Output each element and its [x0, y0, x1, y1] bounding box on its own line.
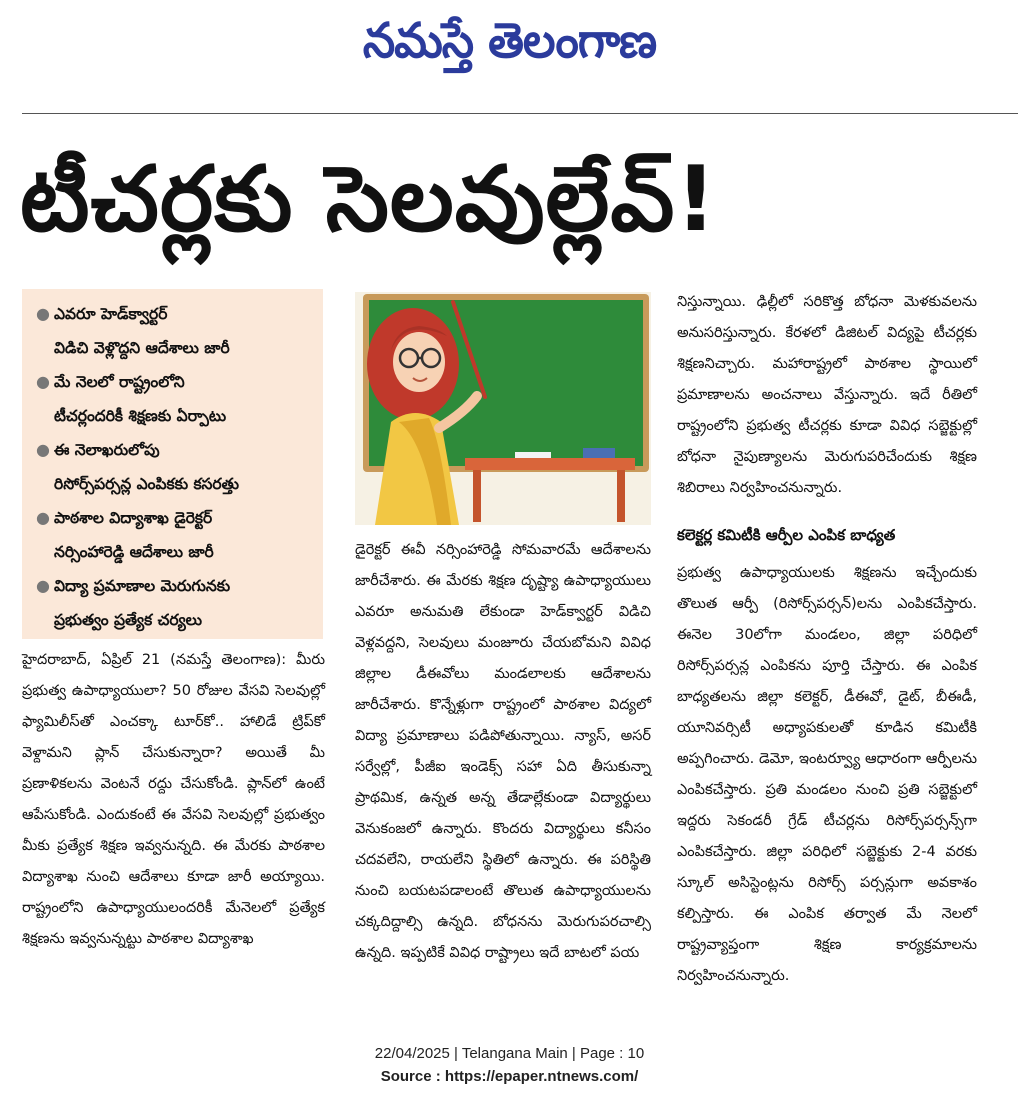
highlight-item: [34, 501, 317, 569]
highlights-box: [22, 289, 323, 639]
highlight-line: నర్సింహారెడ్డి ఆదేశాలు జారీ: [54, 543, 214, 561]
article-column-middle: [355, 535, 651, 969]
article-paragraph: ప్రభుత్వ ఉపాధ్యాయులకు శిక్షణను ఇచ్చేందుకు తొలుత ఆర్పీ (రిసోర్స్‌పర్సన్)లను ఎంపికచేస్తారు. ఈనెల 30లోగా మండలం, జిల్లా పరిధిలో రిసోర్స్‌పర్సన్ల ఎంపికను పూర్తి చేస్తారు. ఈ ఎంపిక బాధ్యతలను జిల్లా కలెక్టర్, డీఈవో, డైట్, బీఈడీ, యూనివర్సిటీ అధ్యాపకులతో కూడిన కమిటీకి అప్పగించారు. డెమో, ఇంటర్వ్యూ ఆధారంగా ఆర్పీలను ఎంపికచేస్తారు. ప్రతి మండలం నుంచి ప్రతి సబ్జెక్టులో ఇద్దరు సెకండరీ గ్రేడ్ టీచర్లను రిసోర్స్‌పర్సన్స్‌గా ఎంపికచేస్తారు. జిల్లా పరిధిలో సబ్జెక్టుకు 2-4 వరకు స్కూల్ అసిస్టెంట్లను రిసోర్స్ పర్సన్లుగా అవకాశం కల్పిస్తారు. ఈ ఎంపిక తర్వాత మే నెలలో రాష్ట్రవ్యాప్తంగా శిక్షణ కార్యక్రమాలను నిర్వహించనున్నారు.: [677, 565, 977, 984]
article-paragraph: డైరెక్టర్ ఈవీ నర్సింహారెడ్డి సోమవారమే ఆదేశాలను జారీచేశారు. ఈ మేరకు శిక్షణ దృష్ట్యా ఉపాధ్యాయులు ఎవరూ అనుమతి లేకుండా హెడ్‌క్వార్టర్ విడిచి వెళ్లవద్దని, సెలవులు మంజూరు చేయబోమని వివిధ జిల్లాల డీఈవోలు మండలాలకు ఆదేశాలను జారీచేశారు. కొన్నేళ్లుగా రాష్ట్రంలో పాఠశాల విద్యలో విద్యా ప్రమాణాలు పడిపోతున్నాయి. న్యాస్, అసర్ సర్వేల్లో, పీజీఐ ఇండెక్స్ సహా ఏది తీసుకున్నా ప్రాథమిక, ఉన్నత అన్న తేడాల్లేకుండా విద్యార్థులు వెనుకంజలో ఉన్నారు. కొందరు విద్యార్థులు కనీసం చదవలేని, రాయలేని స్థితిలో ఉన్నారు. ఈ పరిస్థితి నుంచి బయటపడాలంటే తొలుత ఉపాధ్యాయులను చక్కదిద్దాల్సి ఉన్నది. బోధనను మెరుగుపరచాల్సి ఉన్నది. ఇప్పటికే వివిధ రాష్ట్రాలు ఇదే బాటలో పయ: [355, 542, 651, 961]
highlight-line: విడిచి వెళ్లొద్దని ఆదేశాలు జారీ: [54, 339, 230, 357]
teacher-chalkboard-icon: [355, 292, 651, 525]
highlight-item: [34, 569, 317, 637]
highlight-item: [34, 365, 317, 433]
masthead: [0, 4, 1019, 76]
highlight-line: టీచర్లందరికీ శిక్షణకు ఏర్పాటు: [54, 407, 227, 425]
bullet-icon: ●: [36, 440, 50, 459]
highlight-line: ప్రభుత్వం ప్రత్యేక చర్యలు: [54, 611, 203, 629]
masthead-divider: [22, 113, 1018, 114]
highlight-line: ఈ నెలాఖరులోపు: [54, 441, 160, 459]
highlight-item: [34, 297, 317, 365]
bullet-icon: ●: [36, 304, 50, 323]
headline: టీచర్లకు సెలవుల్లేవ్!: [20, 147, 718, 252]
highlight-line: విద్యా ప్రమాణాల మెరుగునకు: [54, 577, 231, 595]
footer-source-line: Source : https://epaper.ntnews.com/: [380, 1068, 639, 1085]
footer-date-line: 22/04/2025 | Telangana Main | Page : 10: [374, 1045, 645, 1062]
highlight-line: ఎవరూ హెడ్‌క్వార్టర్: [54, 305, 168, 323]
article-column-right: [677, 287, 977, 992]
section-subheading: కలెక్టర్ల కమిటీకి ఆర్పీల ఎంపిక బాధ్యత: [677, 526, 896, 544]
highlight-line: మే నెలలో రాష్ట్రంలోని: [54, 373, 185, 391]
highlight-line: పాఠశాల విద్యాశాఖ డైరెక్టర్: [54, 509, 213, 527]
highlight-line: రిసోర్స్‌పర్సన్ల ఎంపికకు కసరత్తు: [54, 475, 240, 493]
article-column-left: [22, 645, 325, 955]
highlight-item: [34, 433, 317, 501]
bullet-icon: ●: [36, 372, 50, 391]
bullet-icon: ●: [36, 508, 50, 527]
masthead-title: నమస్తే తెలంగాణ: [362, 11, 657, 69]
teacher-illustration: [355, 292, 651, 525]
bullet-icon: ●: [36, 576, 50, 595]
article-paragraph: నిస్తున్నాయి. ఢిల్లీలో సరికొత్త బోధనా మెళకువలను అనుసరిస్తున్నారు. కేరళలో డిజిటల్ విద్యపై టీచర్లకు శిక్షణనిచ్చారు. మహారాష్ట్రలో పాఠశాల స్థాయిలో ప్రమాణాలను అంచనాలు వేస్తున్నారు. ఇదే రీతిలో రాష్ట్రంలోని ప్రభుత్వ టీచర్లకు కూడా వివిధ సబ్జెక్టుల్లో బోధనా నైపుణ్యాలను మెరుగుపరిచేందుకు శిక్షణ శిబిరాలు నిర్వహించనున్నారు.: [677, 294, 977, 496]
article-paragraph: హైదరాబాద్, ఏప్రిల్ 21 (నమస్తే తెలంగాణ): మీరు ప్రభుత్వ ఉపాధ్యాయులా? 50 రోజుల వేసవి సెలవుల్లో ఫ్యామిలీస్‌తో ఎంచక్కా టూర్‌కో.. హాలిడే ట్రిప్‌కో వెళ్దామని ప్లాన్ చేసుకున్నారా? అయితే మీ ప్రణాళికలను వెంటనే రద్దు చేసుకోండి. ప్లాన్‌లో ఉంటే ఆపేసుకోండి. ఎందుకంటే ఈ వేసవి సెలవుల్లో ప్రభుత్వం మీకు ప్రత్యేక శిక్షణ ఇవ్వనున్నది. ఈ మేరకు పాఠశాల విద్యాశాఖ నుంచి ఆదేశాలు కూడా జారీ అయ్యాయి. రాష్ట్రంలోని ఉపాధ్యాయులందరికీ మేనెలలో ప్రత్యేక శిక్షణను ఇవ్వనున్నట్టు పాఠశాల విద్యాశాఖ: [22, 652, 325, 947]
